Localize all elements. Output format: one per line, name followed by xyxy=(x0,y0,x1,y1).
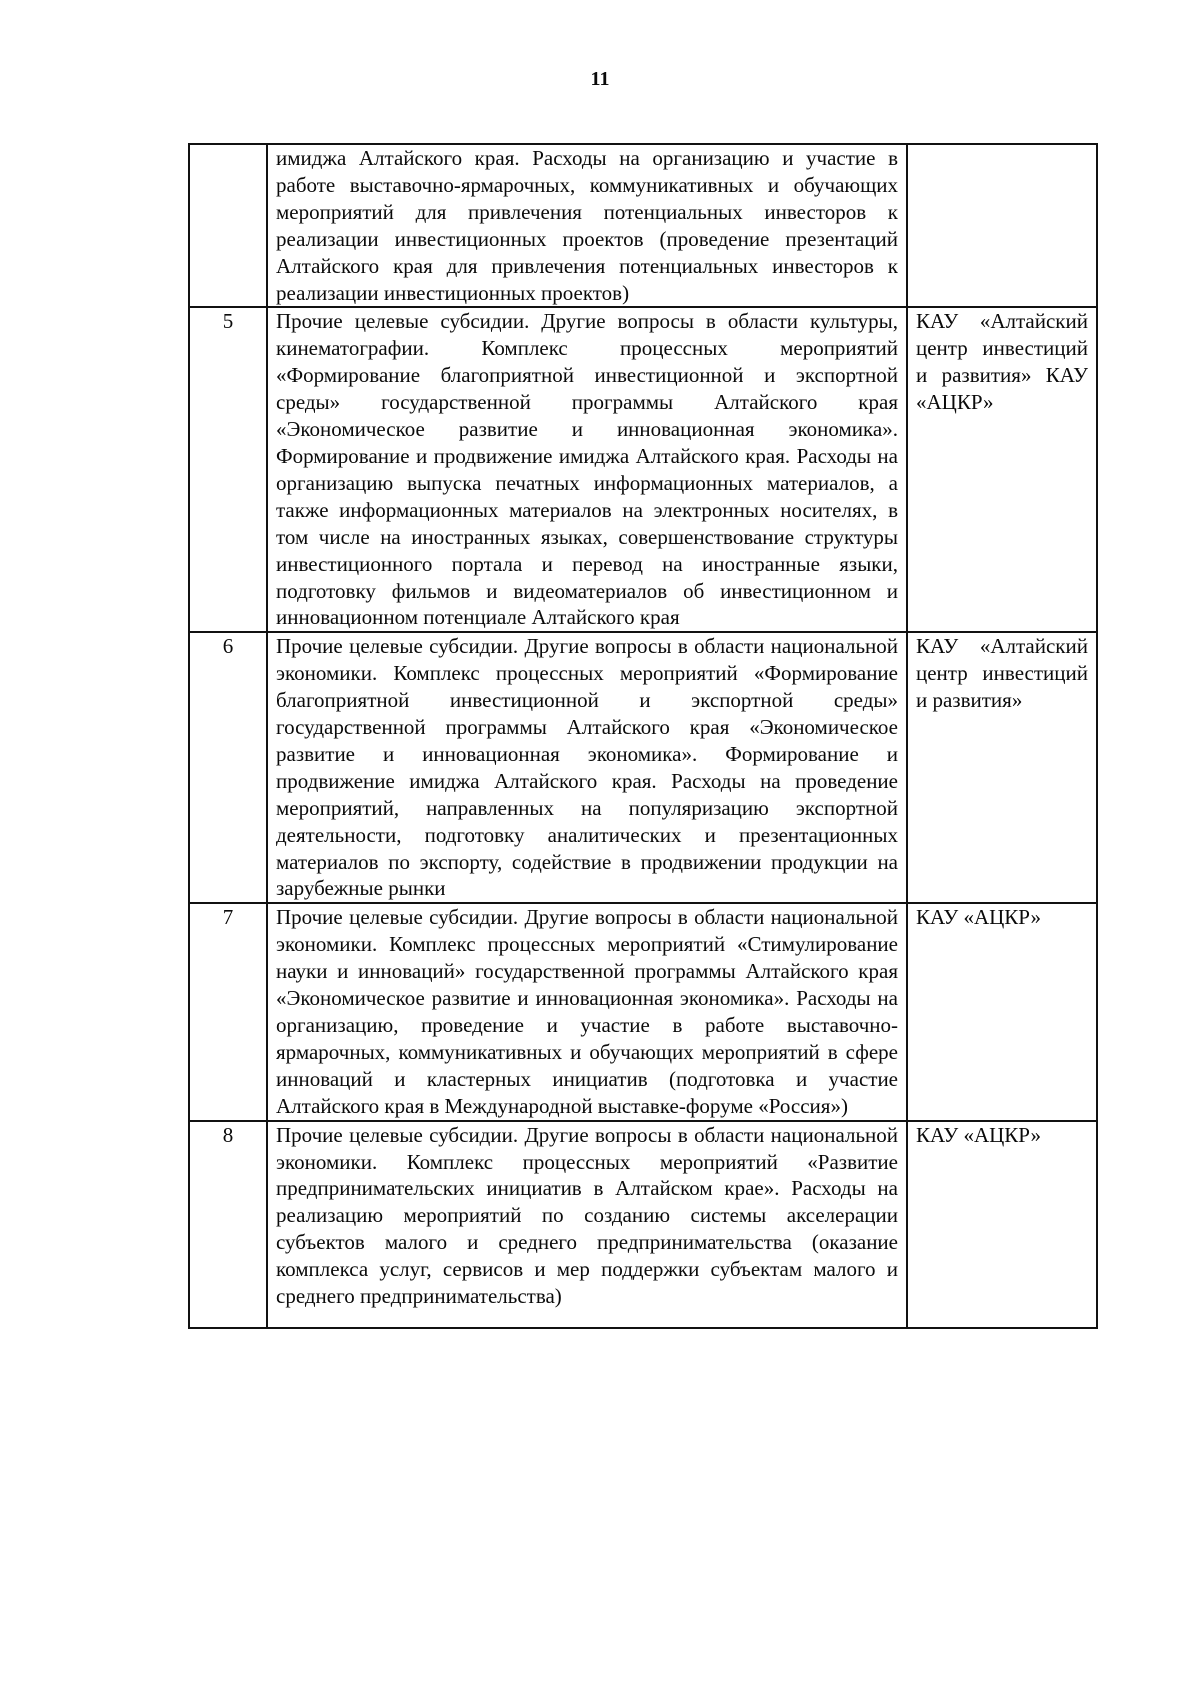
table-row xyxy=(189,632,1097,903)
row-organization-cell: КАУ «Алтайский центр инвестиций и развития» xyxy=(907,632,1097,903)
table-row xyxy=(189,144,1097,307)
subsidies-table xyxy=(188,143,1098,1329)
row-description-cell: Прочие целевые субсидии. Другие вопросы в области национальной экономики. Комплекс процессных мероприятий «Развитие предпринимательских инициатив в Алтайском крае». Расходы на реализацию мероприятий по созданию системы акселерации субъектов малого и среднего предпринимательства (оказание комплекса услуг, сервисов и мер поддержки субъектам малого и среднего предпринимательства) xyxy=(267,1121,907,1328)
row-organization-cell xyxy=(907,144,1097,307)
table-row xyxy=(189,307,1097,632)
table-row xyxy=(189,903,1097,1120)
row-organization-cell: КАУ «АЦКР» xyxy=(907,903,1097,1120)
row-description-cell: Прочие целевые субсидии. Другие вопросы в области национальной экономики. Комплекс процессных мероприятий «Формирование благоприятной инвестиционной и экспортной среды» государственной программы Алтайского края «Экономическое развитие и инновационная экономика». Формирование и продвижение имиджа Алтайского края. Расходы на проведение мероприятий, направленных на популяризацию экспортной деятельности, подготовку аналитических и презентационных материалов по экспорту, содействие в продвижении продукции на зарубежные рынки xyxy=(267,632,907,903)
row-number-cell: 6 xyxy=(189,632,267,903)
row-description-cell: Прочие целевые субсидии. Другие вопросы в области национальной экономики. Комплекс процессных мероприятий «Стимулирование науки и инноваций» государственной программы Алтайского края «Экономическое развитие и инновационная экономика». Расходы на организацию, проведение и участие в работе выставочно-ярмарочных, коммуникативных и обучающих мероприятий в сфере инноваций и кластерных инициатив (подготовка и участие Алтайского края в Международной выставке-форуме «Россия») xyxy=(267,903,907,1120)
row-number-cell: 8 xyxy=(189,1121,267,1328)
row-number-cell: 5 xyxy=(189,307,267,632)
page-number: 11 xyxy=(590,68,610,90)
row-number-cell: 7 xyxy=(189,903,267,1120)
table-row xyxy=(189,1121,1097,1328)
row-number-cell xyxy=(189,144,267,307)
row-organization-cell: КАУ «Алтайский центр инвестиций и развития» КАУ «АЦКР» xyxy=(907,307,1097,632)
row-description-cell: имиджа Алтайского края. Расходы на организацию и участие в работе выставочно-ярмарочных, коммуникативных и обучающих мероприятий для привлечения потенциальных инвесторов к реализации инвестиционных проектов (проведение презентаций Алтайского края для привлечения потенциальных инвесторов к реализации инвестиционных проектов) xyxy=(267,144,907,307)
row-organization-cell: КАУ «АЦКР» xyxy=(907,1121,1097,1328)
row-description-cell: Прочие целевые субсидии. Другие вопросы в области культуры, кинематографии. Комплекс процессных мероприятий «Формирование благоприятной инвестиционной и экспортной среды» государственной программы Алтайского края «Экономическое развитие и инновационная экономика». Формирование и продвижение имиджа Алтайского края. Расходы на организацию выпуска печатных информационных материалов, а также информационных материалов на электронных носителях, в том числе на иностранных языках, совершенствование структуры инвестиционного портала и перевод на иностранные языки, подготовку фильмов и видеоматериалов об инвестиционном и инновационном потенциале Алтайского края xyxy=(267,307,907,632)
